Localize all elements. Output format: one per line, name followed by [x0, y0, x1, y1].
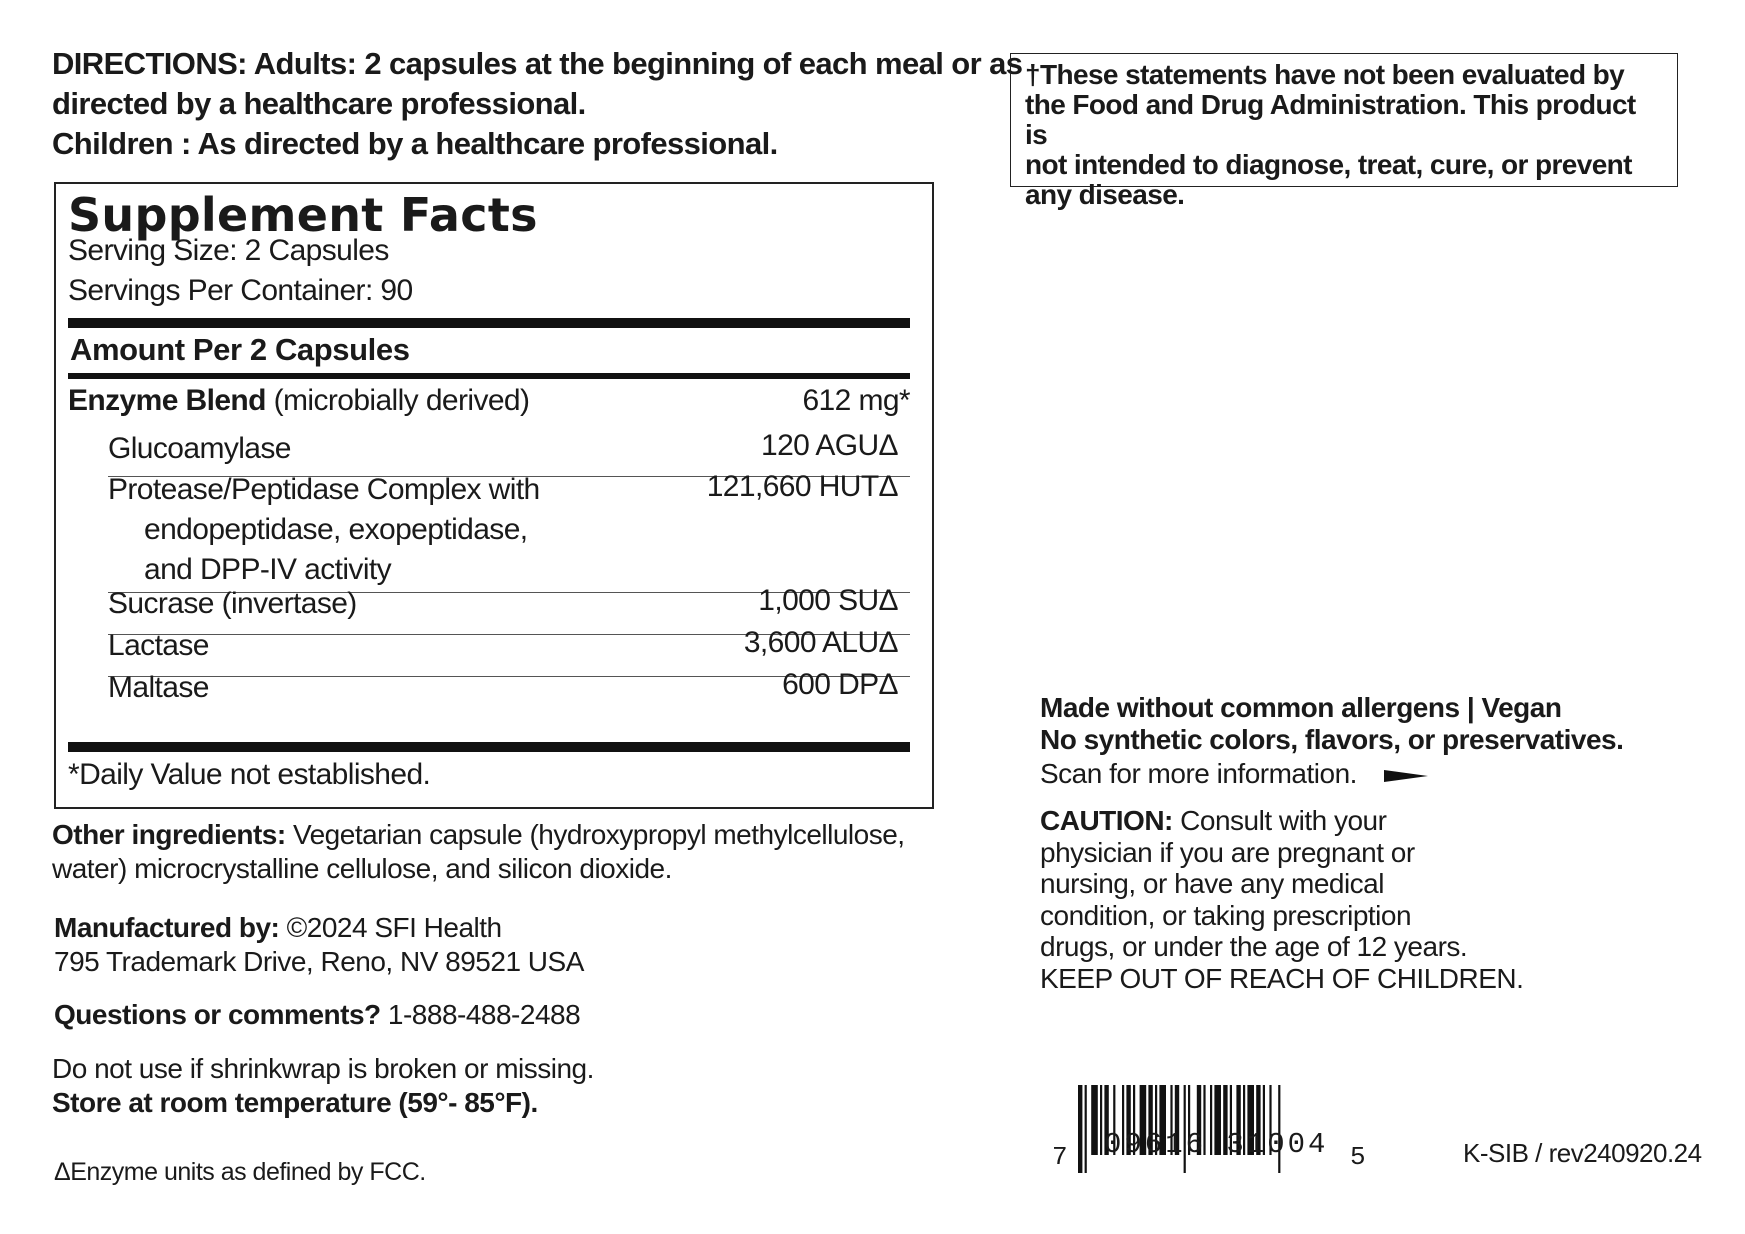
manufacturer-address: 795 Trademark Drive, Reno, NV 89521 USA — [54, 946, 584, 977]
ingredient-value: 1,000 SUΔ — [758, 584, 898, 617]
other-ingredients-text: Vegetarian capsule (hydroxypropyl methylcellulose, — [285, 819, 905, 850]
revision-code: K-SIB / rev240920.24 — [1463, 1138, 1702, 1168]
thick-rule — [68, 318, 910, 328]
caution-text: physician if you are pregnant or — [1040, 836, 1415, 868]
enzyme-blend-note: (microbially derived) — [265, 384, 530, 417]
caution-label: CAUTION: — [1040, 805, 1173, 836]
claims — [1040, 692, 1700, 790]
directions — [52, 44, 1032, 164]
enzyme-units-note: ΔEnzyme units as defined by FCC. — [54, 1158, 426, 1186]
scan-info — [1040, 758, 1700, 790]
manufacturer — [54, 911, 954, 979]
disclaimer-line-1: †These statements have not been evaluated by — [1025, 59, 1625, 90]
servings-per-container: Servings Per Container: 90 — [68, 274, 413, 307]
ingredient-name: Glucoamylase — [108, 432, 291, 465]
amount-header: Amount Per 2 Capsules — [70, 332, 410, 367]
caution-text: Consult with your — [1172, 805, 1387, 836]
manufacturer-label: Manufactured by: — [54, 912, 280, 943]
barcode-digits: 09616 31004 — [1104, 1128, 1329, 1161]
barcode-left-digit: 7 — [1052, 1142, 1070, 1172]
ingredient-value: 121,660 HUTΔ — [706, 470, 898, 503]
facts-title: Supplement Facts — [68, 188, 538, 242]
questions-label: Questions or comments? — [54, 999, 381, 1030]
shrinkwrap-warning: Do not use if shrinkwrap is broken or missing. — [52, 1053, 594, 1084]
caution-text: condition, or taking prescription — [1040, 899, 1412, 931]
enzyme-blend-value: 612 mg* — [802, 384, 910, 417]
keep-out-of-reach: KEEP OUT OF REACH OF CHILDREN. — [1040, 962, 1524, 994]
daily-value-footnote: *Daily Value not established. — [68, 758, 431, 791]
directions-line-3: Children : As directed by a healthcare professional. — [52, 126, 778, 161]
manufacturer-copyright: ©2024 SFI Health — [279, 912, 502, 943]
other-ingredients-text-2: water) microcrystalline cellulose, and silicon dioxide. — [52, 853, 672, 884]
ingredient-name: Protease/Peptidase Complex with — [108, 473, 540, 506]
disclaimer-line-3: not intended to diagnose, treat, cure, or prevent — [1025, 149, 1632, 180]
caution-text: nursing, or have any medical — [1040, 868, 1384, 899]
ingredient-value: 120 AGUΔ — [761, 429, 898, 462]
caution — [1040, 805, 1660, 994]
barcode-right-digit: 5 — [1350, 1142, 1368, 1172]
fda-disclaimer-box — [1010, 53, 1678, 210]
disclaimer-line-2: the Food and Drug Administration. This product is — [1025, 89, 1636, 150]
directions-line-2: directed by a healthcare professional. — [52, 86, 586, 121]
synthetic-claim: No synthetic colors, flavors, or preservatives. — [1040, 724, 1624, 755]
questions — [54, 998, 954, 1032]
supplement-facts-panel — [54, 182, 934, 809]
other-ingredients-label: Other ingredients: — [52, 819, 286, 850]
disclaimer-line-4: any disease. — [1025, 179, 1185, 210]
serving-size: Serving Size: 2 Capsules — [68, 234, 389, 267]
thick-rule — [68, 742, 910, 752]
ingredient-value: 3,600 ALUΔ — [743, 626, 898, 659]
arrow-right-icon — [1384, 767, 1428, 785]
ingredient-name: Sucrase (invertase) — [108, 587, 357, 620]
ingredient-value: 600 DPΔ — [782, 668, 898, 701]
scan-text: Scan for more information. — [1040, 758, 1357, 789]
allergen-claim: Made without common allergens | Vegan — [1040, 692, 1562, 723]
caution-text: drugs, or under the age of 12 years. — [1040, 931, 1468, 962]
ingredient-name: Lactase — [108, 629, 209, 662]
ingredient-name: Maltase — [108, 671, 209, 704]
ingredient-name-cont: endopeptidase, exopeptidase, — [144, 513, 528, 546]
directions-line-1: DIRECTIONS: Adults: 2 capsules at the beginning of each meal or as — [52, 46, 1023, 81]
questions-phone: 1-888-488-2488 — [380, 999, 581, 1030]
storage-temperature: Store at room temperature (59°- 85°F). — [52, 1087, 538, 1118]
other-ingredients — [52, 818, 952, 886]
medium-rule — [68, 373, 910, 379]
enzyme-blend-name: Enzyme Blend — [68, 384, 266, 417]
ingredient-name-cont: and DPP-IV activity — [144, 553, 392, 586]
storage-info — [52, 1052, 952, 1120]
